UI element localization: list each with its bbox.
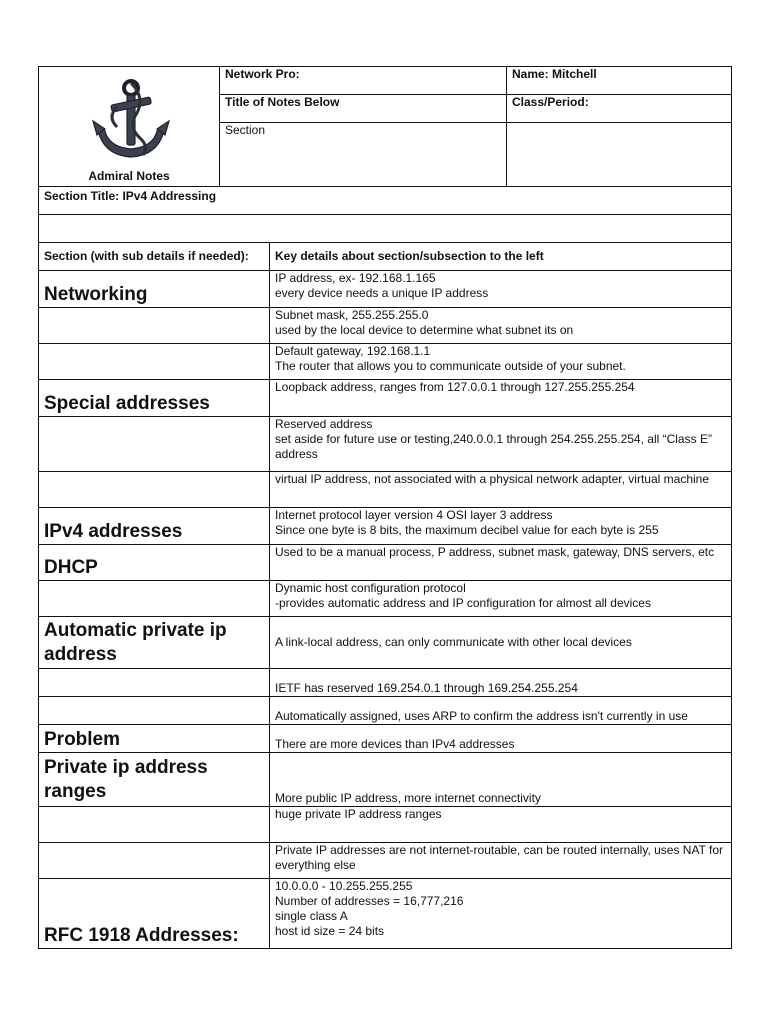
row-left-rfc1918: RFC 1918 Addresses: [39,879,270,949]
row-right-not-routable: Private IP addresses are not internet-routable, can be routed internally, uses NAT for everything else [270,843,732,879]
section-label: Section [220,123,507,187]
row-left-blank-3 [39,417,270,472]
section-blank-cell [507,123,732,187]
row-left-blank-2 [39,344,270,380]
row-left-networking: Networking [39,271,270,308]
row-left-blank-9 [39,843,270,879]
row-right-dhcp-manual: Used to be a manual process, P address, subnet mask, gateway, DNS servers, etc [270,545,732,581]
row-left-special-addresses: Special addresses [39,380,270,417]
row-left-blank-7 [39,697,270,725]
row-right-virtual-ip: virtual IP address, not associated with a physical network adapter, virtual machine [270,472,732,508]
row-right-ietf: IETF has reserved 169.254.0.1 through 169.254.255.254 [270,669,732,697]
row-left-blank-8 [39,807,270,843]
row-left-ipv4-addresses: IPv4 addresses [39,508,270,545]
section-title: Section Title: IPv4 Addressing [39,187,732,215]
row-right-public-ip: More public IP address, more internet connectivity [270,753,732,807]
blank-row [39,215,732,243]
row-right-dhcp-definition: Dynamic host configuration protocol -provides automatic address and IP configuration for almost all devices [270,581,732,617]
row-left-blank-5 [39,581,270,617]
anchor-logo-icon [87,77,171,163]
row-left-blank-6 [39,669,270,697]
column-header-left: Section (with sub details if needed): [39,243,270,271]
row-right-ipv4: Internet protocol layer version 4 OSI layer 3 address Since one byte is 8 bits, the maximum decibel value for each byte is 255 [270,508,732,545]
class-period-label: Class/Period: [507,95,732,123]
notes-sheet [38,66,731,949]
row-left-private-ranges: Private ip address ranges [39,753,270,807]
row-right-loopback: Loopback address, ranges from 127.0.0.1 through 127.255.255.254 [270,380,732,417]
name-label: Name: Mitchell [507,67,732,95]
row-right-reserved: Reserved address set aside for future use or testing,240.0.0.1 through 254.255.255.254, all “Class E” address [270,417,732,472]
logo-cell [39,67,220,187]
row-left-blank-1 [39,308,270,344]
network-pro-label: Network Pro: [220,67,507,95]
row-left-problem: Problem [39,725,270,753]
notes-table [38,66,732,949]
row-right-networking: IP address, ex- 192.168.1.165 every device needs a unique IP address [270,271,732,308]
row-right-gateway: Default gateway, 192.168.1.1 The router that allows you to communicate outside of your subnet. [270,344,732,380]
row-right-link-local: A link-local address, can only communicate with other local devices [270,617,732,669]
row-right-rfc1918: 10.0.0.0 - 10.255.255.255 Number of addresses = 16,777,216 single class A host id size = 24 bits [270,879,732,949]
row-left-dhcp: DHCP [39,545,270,581]
column-header-right: Key details about section/subsection to the left [270,243,732,271]
logo-label: Admiral Notes [88,169,170,183]
row-left-apipa: Automatic private ip address [39,617,270,669]
title-of-notes-label: Title of Notes Below [220,95,507,123]
row-right-arp: Automatically assigned, uses ARP to confirm the address isn't currently in use [270,697,732,725]
row-right-huge-ranges: huge private IP address ranges [270,807,732,843]
row-right-problem: There are more devices than IPv4 addresses [270,725,732,753]
row-right-subnet: Subnet mask, 255.255.255.0 used by the local device to determine what subnet its on [270,308,732,344]
row-left-blank-4 [39,472,270,508]
